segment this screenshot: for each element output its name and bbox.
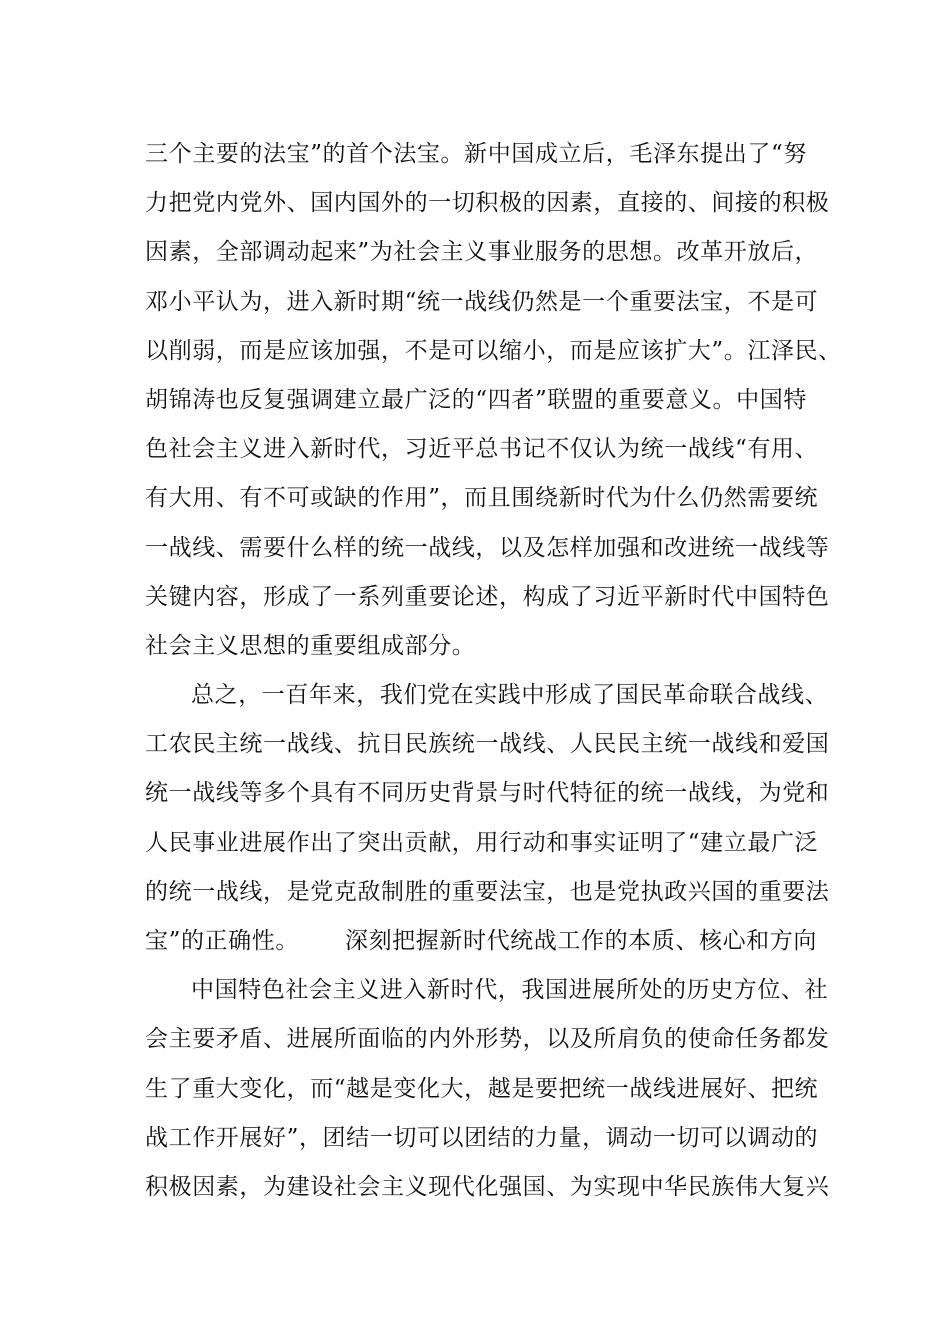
text-line: 有大用、有不可或缺的作用”，而且围绕新时代为什么仍然需要统 <box>145 485 819 512</box>
body-text <box>145 130 845 1212</box>
text-line: 统一战线等多个具有不同历史背景与时代特征的统一战线，为党和 <box>145 780 830 807</box>
text-line: 生了重大变化，而“越是变化大，越是要把统一战线进展好、把统 <box>145 1075 819 1102</box>
text-line: 以削弱，而是应该加强，不是可以缩小，而是应该扩大”。江泽民、 <box>145 337 842 364</box>
text-line: 总之，一百年来，我们党在实践中形成了国民革命联合战线、 <box>191 682 829 709</box>
text-line: 战工作开展好”，团结一切可以团结的力量，调动一切可以调动的 <box>145 1124 819 1151</box>
text-line: 关键内容，形成了一系列重要论述，构成了习近平新时代中国特色 <box>145 583 830 610</box>
text-line-with-heading <box>145 917 845 966</box>
text-line: 人民事业进展作出了突出贡献，用行动和事实证明了“建立最广泛 <box>145 829 819 856</box>
text-line: 色社会主义进入新时代，习近平总书记不仅认为统一战线“有用、 <box>145 436 819 463</box>
text-line: 的统一战线，是党克敌制胜的重要法宝，也是党执政兴国的重要法 <box>145 878 830 905</box>
text-line: 邓小平认为，进入新时期“统一战线仍然是一个重要法宝，不是可 <box>145 288 819 315</box>
text-line: 因素，全部调动起来”为社会主义事业服务的思想。改革开放后， <box>145 239 819 266</box>
text-line: 三个主要的法宝”的首个法宝。新中国成立后，毛泽东提出了“努 <box>145 141 807 167</box>
text-line: 积极因素，为建设社会主义现代化强国、为实现中华民族伟大复兴 <box>145 1173 830 1200</box>
text-line: 工农民主统一战线、抗日民族统一战线、人民民主统一战线和爱国 <box>145 731 830 758</box>
text-line: 中国特色社会主义进入新时代，我国进展所处的历史方位、社 <box>191 977 829 1004</box>
text-line: 胡锦涛也反复强调建立最广泛的“四者”联盟的重要意义。中国特 <box>145 386 807 413</box>
text-line: 宝”的正确性。 <box>145 928 299 954</box>
text-line: 社会主义思想的重要组成部分。 <box>145 632 476 659</box>
text-line: 会主要矛盾、进展所面临的内外形势，以及所肩负的使命任务都发 <box>145 1026 830 1053</box>
text-line: 力把党内党外、国内国外的一切积极的因素，直接的、间接的积极 <box>145 190 830 217</box>
text-line: 一战线、需要什么样的统一战线，以及怎样加强和改进统一战线等 <box>145 534 830 561</box>
section-heading: 深刻把握新时代统战工作的本质、核心和方向 <box>344 928 817 954</box>
